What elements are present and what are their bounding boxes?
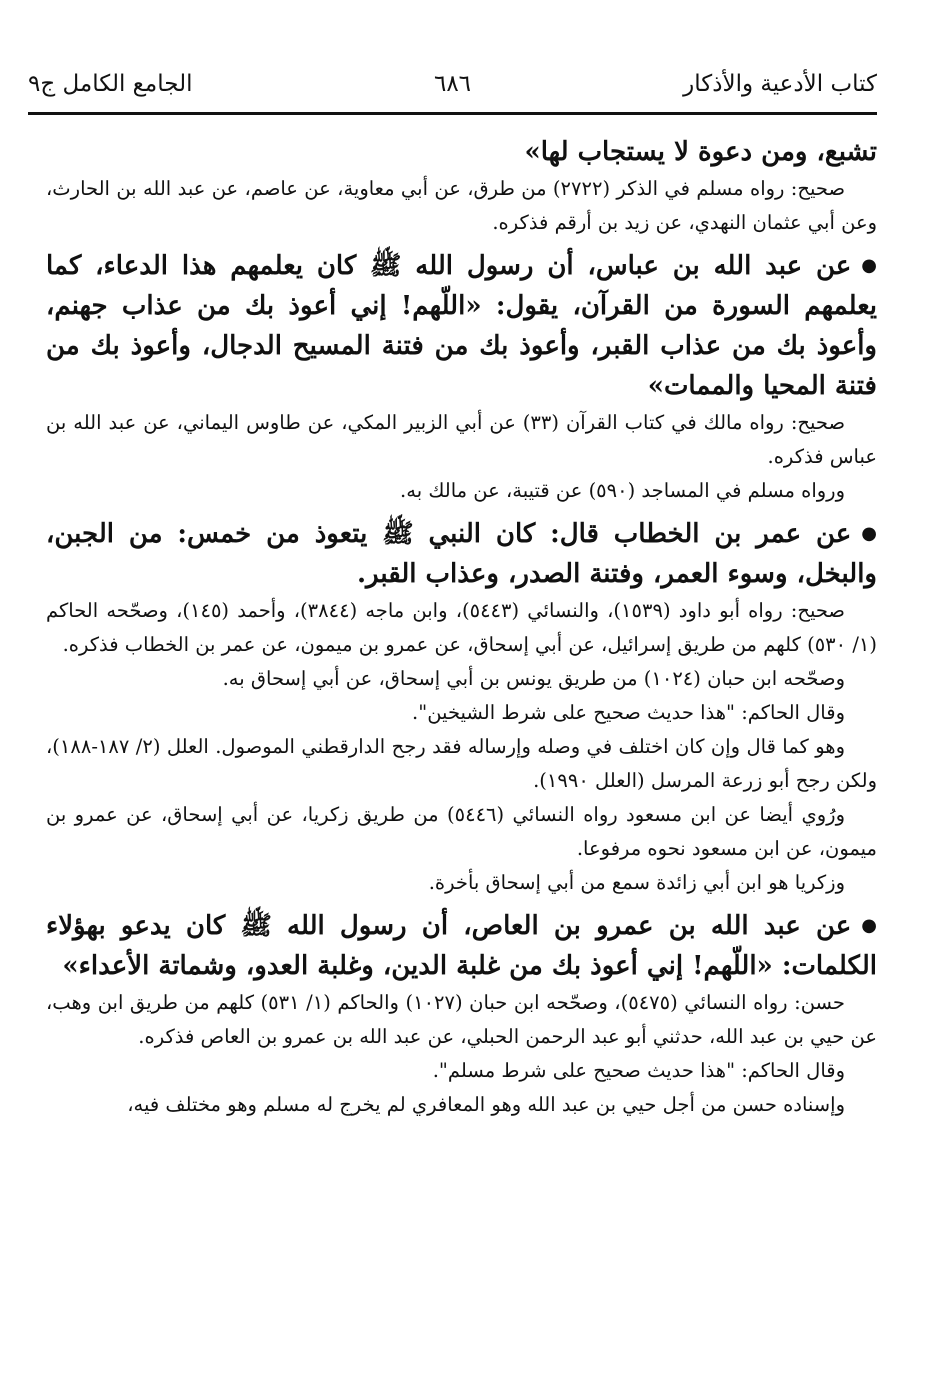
hadith-entry — [46, 514, 877, 594]
takhrij-note: وقال الحاكم: "هذا حديث صحيح على شرط الشيخين". — [412, 701, 845, 724]
hadith-text: عن عمر بن الخطاب قال: كان النبي ﷺ يتعوذ من خمس: من الجبن، والبخل، وسوء العمر، وفتنة الصدر، وعذاب القبر. — [46, 519, 877, 589]
takhrij-note: وصحّحه ابن حبان (١٠٢٤) من طريق يونس بن أبي إسحاق، عن أبي إسحاق به. — [222, 667, 845, 690]
takhrij-note: صحيح: رواه مسلم في الذكر (٢٧٢٢) من طرق، عن أبي معاوية، عن عاصم، عن عبد الله بن الحارث، وعن أبي عثمان النهدي، عن زيد بن أرقم فذكره. — [46, 177, 877, 234]
bullet-icon: ● — [861, 523, 877, 544]
takhrij-note: وهو كما قال وإن كان اختلف في وصله وإرساله فقد رجح الدارقطني الموصول. العلل (٢/ ١٨٧-١٨٨)، ولكن رجح أبو زرعة المرسل (العلل ١٩٩٠). — [46, 735, 877, 792]
hadith-text: تشبع، ومن دعوة لا يستجاب لها» — [524, 137, 877, 167]
takhrij-note: صحيح: رواه أبو داود (١٥٣٩)، والنسائي (٥٤٤٣)، وابن ماجه (٣٨٤٤)، وأحمد (١٤٥)، وصحّحه الحاكم (١/ ٥٣٠) كلهم من طريق إسرائيل، عن أبي إسحاق، عن عمرو بن ميمون، عن عمر بن الخطاب فذكره. — [46, 599, 877, 656]
book-title: كتاب الأدعية والأذكار — [683, 71, 877, 97]
takhrij-note: وقال الحاكم: "هذا حديث صحيح على شرط مسلم". — [432, 1059, 845, 1082]
hadith-entry — [46, 906, 877, 986]
hadith-entry — [46, 246, 877, 406]
volume-label: الجامع الكامل ج٩ — [28, 71, 193, 97]
takhrij-note: ورواه مسلم في المساجد (٥٩٠) عن قتيبة، عن مالك به. — [400, 479, 845, 502]
takhrij-note: ورُوي أيضا عن ابن مسعود رواه النسائي (٥٤٤٦) من طريق زكريا، عن أبي إسحاق، عن عمرو بن ميمون، عن ابن مسعود نحوه مرفوعا. — [46, 803, 877, 860]
takhrij-note: صحيح: رواه مالك في كتاب القرآن (٣٣) عن أبي الزبير المكي، عن طاوس اليماني، عن عبد الله بن عباس فذكره. — [46, 411, 877, 468]
running-header — [28, 64, 877, 104]
hadith-continuation — [46, 132, 877, 172]
page-number: ٦٨٦ — [433, 71, 472, 97]
hadith-text: عن عبد الله بن عباس، أن رسول الله ﷺ كان يعلمهم هذا الدعاء، كما يعلمهم السورة من القرآن، يقول: «اللّهم! إني أعوذ بك من عذاب جهنم، وأعوذ بك من عذاب القبر، وأعوذ بك من فتنة المسيح الدجال، وأعوذ بك من فتنة المحيا والممات» — [46, 251, 877, 401]
takhrij-note: وإسناده حسن من أجل حيي بن عبد الله وهو المعافري لم يخرج له مسلم وهو مختلف فيه، — [127, 1093, 845, 1116]
takhrij-note: وزكريا هو ابن أبي زائدة سمع من أبي إسحاق بأخرة. — [428, 871, 845, 894]
hadith-text: عن عبد الله بن عمرو بن العاص، أن رسول الله ﷺ كان يدعو بهؤلاء الكلمات: «اللّهم! إني أعوذ بك من غلبة الدين، وغلبة العدو، وشماتة الأعداء» — [46, 911, 877, 981]
page-body — [46, 132, 877, 1122]
takhrij-note: حسن: رواه النسائي (٥٤٧٥)، وصحّحه ابن حبان (١٠٢٧) والحاكم (١/ ٥٣١) كلهم من طريق ابن وهب، عن حيي بن عبد الله، حدثني أبو عبد الرحمن الحبلي، عن عبد الله بن عمرو بن العاص فذكره. — [46, 991, 877, 1048]
bullet-icon: ● — [861, 915, 877, 936]
header-rule — [28, 112, 877, 115]
bullet-icon: ● — [861, 255, 877, 276]
